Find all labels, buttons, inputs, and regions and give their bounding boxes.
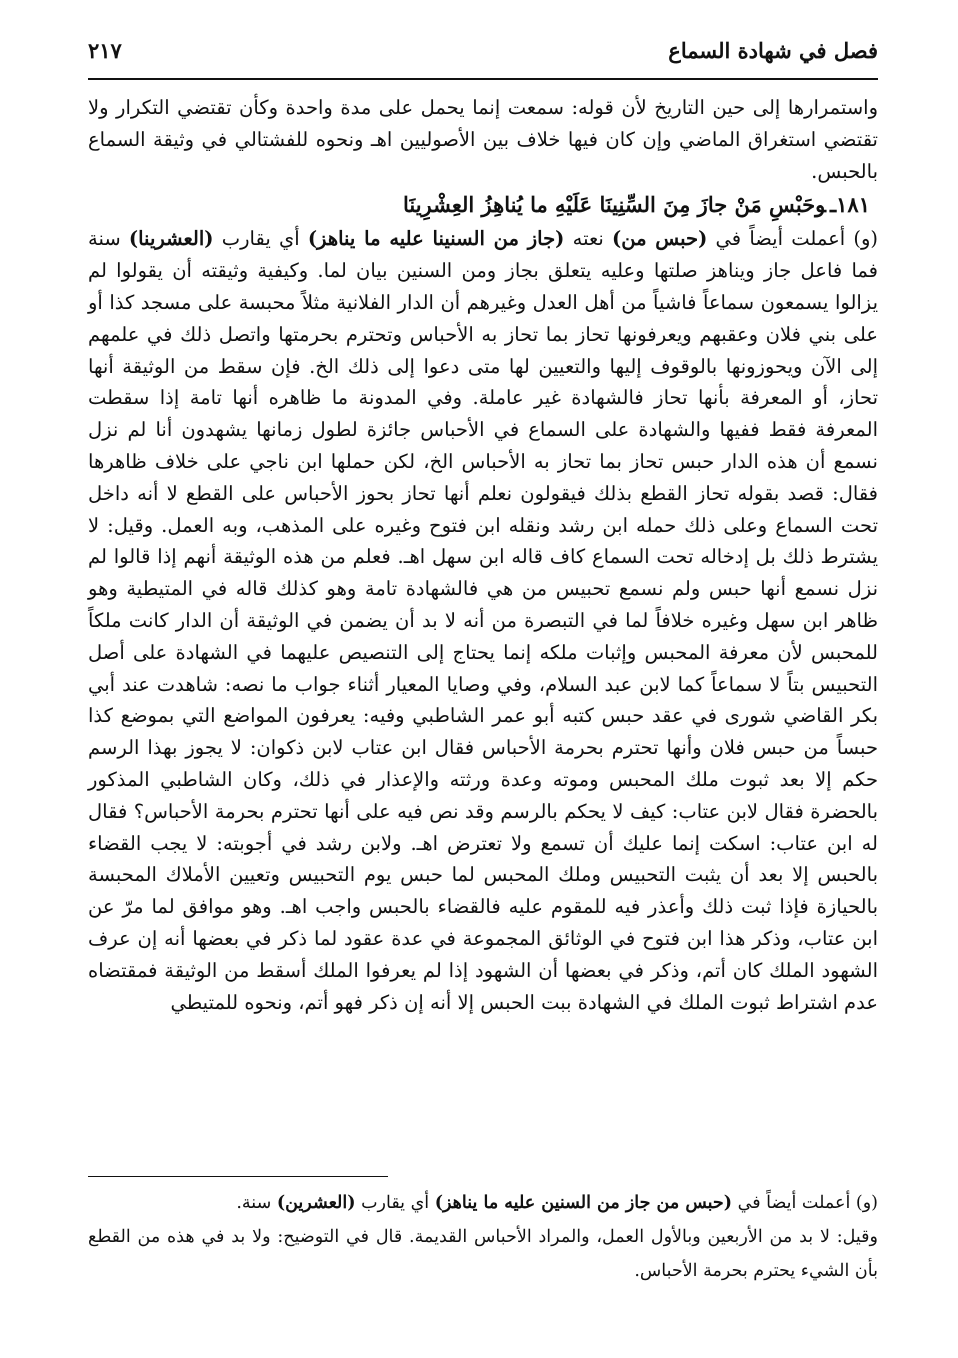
commentary-rest: سنة فما فاعل جاز ويناهز صلتها وعليه يتعلق بجاز ومن السنين بيان لما. وكيفية وثيقته أن يقولوا لم يزالوا يسمعون سماعاً فاشياً من أهل العدل وغيرهم أن الدار الفلانية مثلاً محبسة على مسجد كذا أو على بني فلان وعقبهم ويعرفونها تحاز بما تحاز به الأحباس وتحترم بحرمتها واتصل ذلك في علمهم إلى الآن ويحوزونها بالوقوف إليها والتعيين لها متى دعوا إلى ذلك الخ. فإن سقط من الوثيقة أنها تحاز، أو المعرفة بأنها تحاز فالشهادة غير عاملة. وفي المدونة ما ظاهره أنها تامة إذا سقطت المعرفة فقط ففيها والشهادة على السماع في الأحباس جائزة لطول زمانها يشهدون أنا لم نزل نسمع أن هذه الدار حبس تحاز بما تحاز به الأحباس الخ، لكن حملها ابن ناجي على خلاف ظاهرها فقال: قصد بقوله تحاز القطع بذلك فيقولون نعلم أنها تحاز بحوز الأحباس على القطع لا أنه داخل تحت السماع وعلى ذلك حمله ابن رشد ونقله ابن فتوح وغيره على المذهب، وبه العمل. وقيل: لا يشترط ذلك بل إدخاله تحت السماع كاف قاله ابن سهل اهـ. فعلم من هذه الوثيقة أنهم إذا قالوا لم نزل نسمع أنها حبس ولم نسمع تحبيس من هي فالشهادة تامة وهو كذلك قاله في المتيطية وهو ظاهر ابن سهل وغيره خلافاً لما في التبصرة من أنه لا بد أن يضمن في الوثيقة أن الدار كانت ملكاً للمحبس لأن معرفة المحبس وإثبات ملكه إنما يحتاج إلى التنصيص عليهما في الشهادة على أصل التحبيس بتاً لا سماعاً كما لابن عبد السلام، وفي وصايا المعيار أثناء جواب ما نصه: شاهدت عند أبي بكر القاضي شورى في عقد حبس كتبه أبو عمر الشاطبي وفيه: يعرفون المواضع التي بموضع كذا حبساً من حبس فلان وأنها تحترم بحرمة الأحباس فقال ابن عتاب لابن ذكوان: لا يجوز بهذا الرسم حكم إلا بعد ثبوت ملك المحبس وموته وعدة ورثته والإعذار في ذلك، وكان الشاطبي المذكور بالحضرة فقال لابن عتاب: كيف لا يحكم بالرسم وقد نص فيه على أنها تحترم بحرمة الأحباس؟ فقال له ابن عتاب: اسكت إنما عليك أن تسمع ولا تعترض اهـ. ولابن رشد في أجوبته: لا يجب القضاء بالحبس إلا بعد أن يثبت التحبيس وملك المحبس لما حبس يوم التحبيس وتعيين الأملاك المحبسة بالحيازة فإذا ثبت ذلك وأعذر فيه للمقوم عليه فالقضاء بالحبس واجب اهـ. وهو موافق لما مرّ عن ابن عتاب، وذكر هذا ابن فتوح في الوثائق المجموعة في عدة عقود لما ذكر في بعضها أنه إن عرف الشهود الملك كان أتم، وذكر في بعضها أن الشهود إذا لم يعرفوا الملك أسقط من الوثيقة فمقتضاه عدم اشتراط ثبوت الملك في الشهادة ببت الحبس إلا أنه إن ذكر فهو أتم، ونحوه للمتيطي xyxy=(88,227,878,1014)
intro-paragraph: واستمرارها إلى حين التاريخ لأن قوله: سمعت إنما يحمل على مدة واحدة وكأن تقتضي التكرار ولا تقتضي استغراق الماضي وإن كان فيها خلاف بين الأصوليين اهـ ونحوه للفشتالي في وثيقة السماع بالحبس. xyxy=(88,96,878,183)
term-3: (العشرينا) xyxy=(128,227,214,251)
footnote-1-term: (حبس من جاز من السنين عليه ما يناهز) xyxy=(434,1193,733,1213)
term-2: (جاز من السنينا عليه ما يناهز) xyxy=(307,227,565,251)
verse-text: وحَبْسِ مَنْ جازَ مِنَ السِّنِينَا عَلَيْهِ ما يُناهِزُ العِشْرِينَا xyxy=(402,192,826,218)
verse-number: ١٨١ـ xyxy=(830,192,870,218)
footnote-1 xyxy=(88,1186,878,1220)
commentary-3: أي يقارب xyxy=(221,227,300,251)
footnote-2: وقيل: لا بد من الأربعين وبالأول العمل، والمراد الأحباس القديمة. قال في التوضيح: ولا بد في هذه من القطع بأن الشيء يحترم بحرمة الأحباس. xyxy=(88,1227,878,1281)
commentary-2: نعته xyxy=(572,227,604,251)
term-1: (حبس من) xyxy=(612,227,708,251)
running-title: فصل في شهادة السماع xyxy=(668,38,878,63)
footnote-1-mid: أي يقارب xyxy=(361,1193,430,1213)
footnote-1-end: سنة. xyxy=(236,1193,272,1213)
verse-line xyxy=(88,187,878,223)
footnote-1-term-2: (العشرين) xyxy=(276,1193,356,1213)
page-header xyxy=(88,34,878,80)
page-number: ٢١٧ xyxy=(88,38,122,63)
footnote-1-start: (و) أعملت أيضاً في xyxy=(737,1193,878,1213)
commentary-paragraph xyxy=(88,223,878,1018)
main-text xyxy=(88,92,878,1018)
footnotes xyxy=(88,1186,878,1288)
footnote-separator xyxy=(88,1176,388,1177)
commentary-start: (و) أعملت أيضاً في xyxy=(715,227,878,251)
